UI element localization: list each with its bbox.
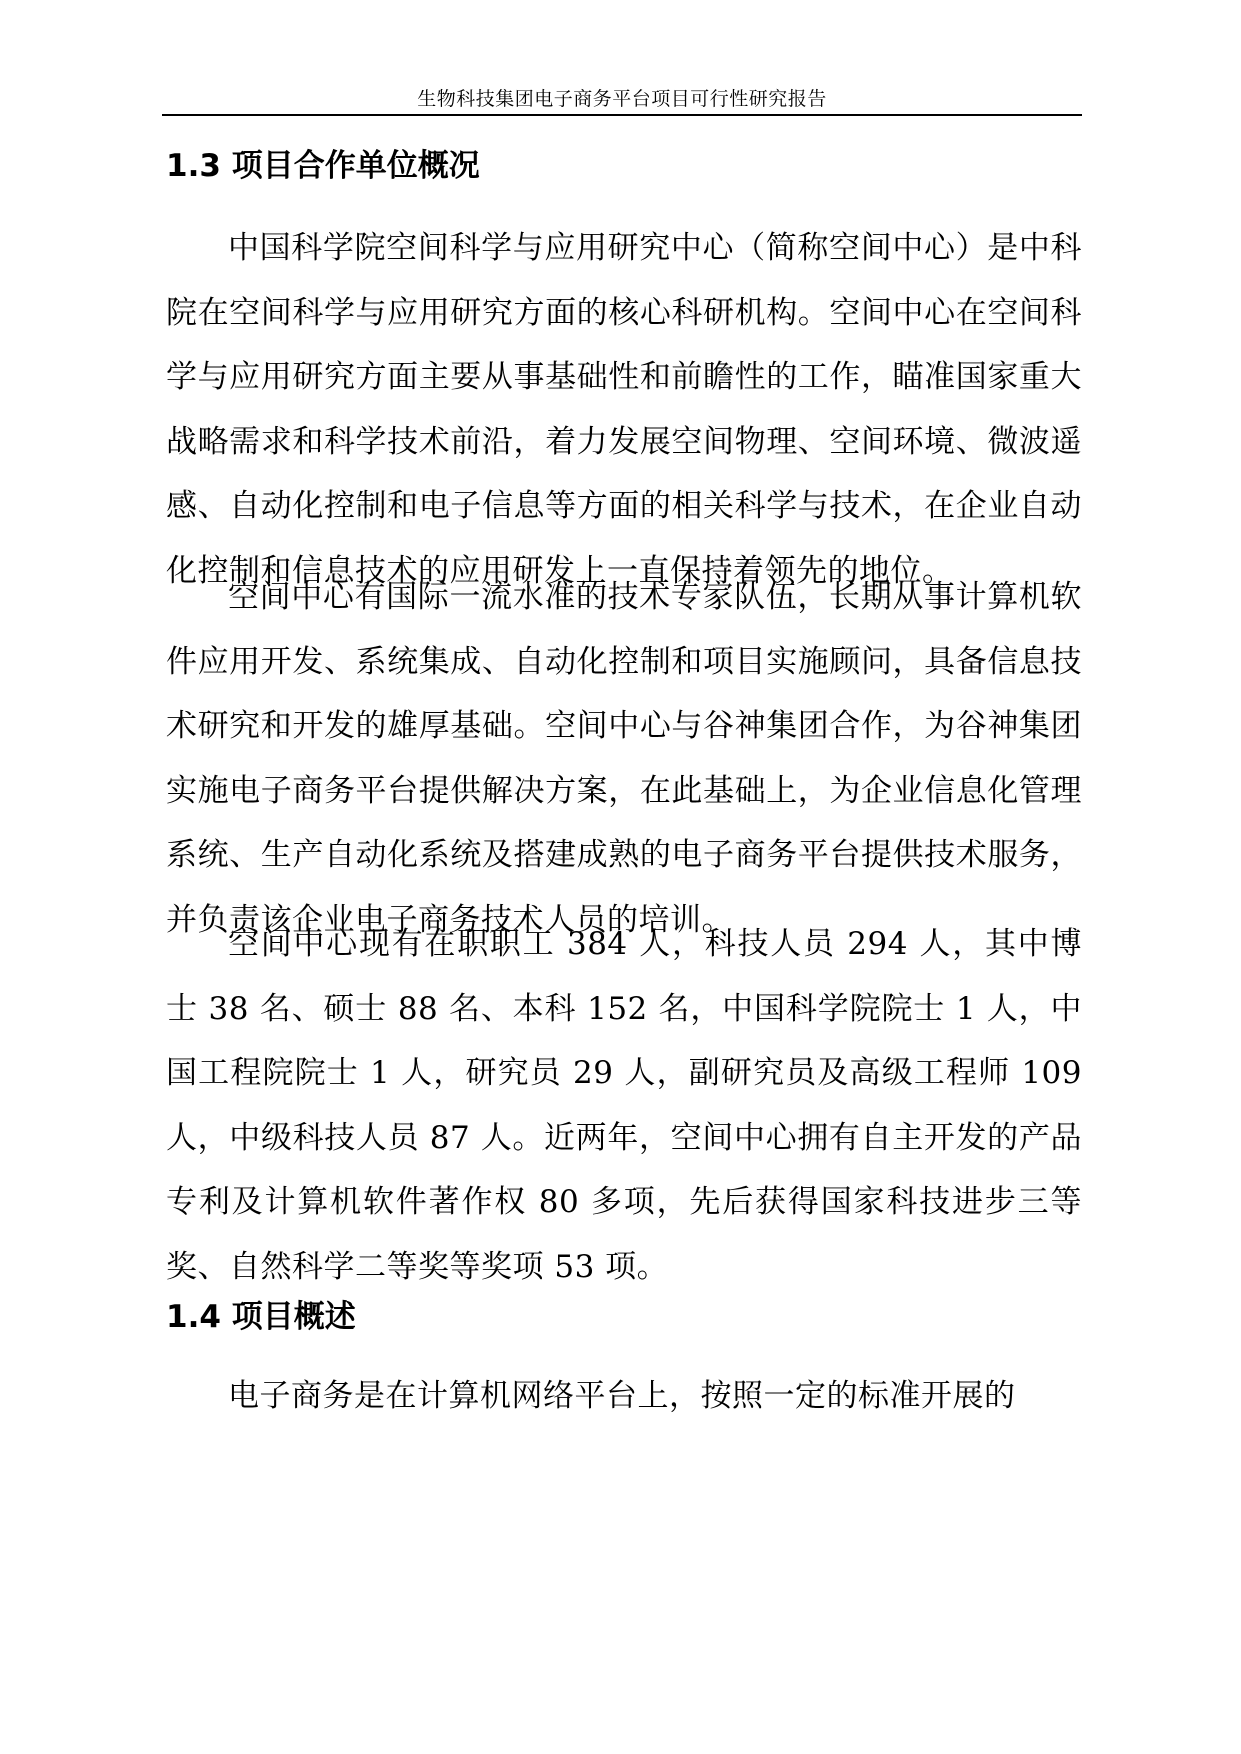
paragraph-3: 空间中心现有在职职工 384 人，科技人员 294 人，其中博士 38 名、硕士 88 名、本科 152 名，中国科学院院士 1 人，中国工程院院士 1 人，研究员 29 人，副研究员及高级工程师 109 人，中级科技人员 87 人。近两年，空间中心拥有自主开发的产品专利及计算机软件著作权 80 多项，先后获得国家科技进步三等奖、自然科学二等奖等奖项 53 项。: [166, 926, 1082, 1285]
running-header: 生物科技集团电子商务平台项目可行性研究报告: [417, 88, 827, 110]
paragraph-4: 电子商务是在计算机网络平台上，按照一定的标准开展的: [228, 1378, 1016, 1414]
paragraph-1: 中国科学院空间科学与应用研究中心（简称空间中心）是中科院在空间科学与应用研究方面的核心科研机构。空间中心在空间科学与应用研究方面主要从事基础性和前瞻性的工作，瞄准国家重大战略需求和科学技术前沿，着力发展空间物理、空间环境、微波遥感、自动化控制和电子信息等方面的相关科学与技术，在企业自动化控制和信息技术的应用研发上一直保持着领先的地位。: [166, 230, 1082, 589]
section-heading-1-3: 1.3 项目合作单位概况: [166, 148, 480, 184]
paragraph-2: 空间中心有国际一流水准的技术专家队伍，长期从事计算机软件应用开发、系统集成、自动化控制和项目实施顾问，具备信息技术研究和开发的雄厚基础。空间中心与谷神集团合作，为谷神集团实施电子商务平台提供解决方案，在此基础上，为企业信息化管理系统、生产自动化系统及搭建成熟的电子商务平台提供技术服务，并负责该企业电子商务技术人员的培训。: [166, 579, 1082, 938]
section-heading-1-4: 1.4 项目概述: [166, 1299, 356, 1335]
header-divider: [162, 114, 1082, 116]
